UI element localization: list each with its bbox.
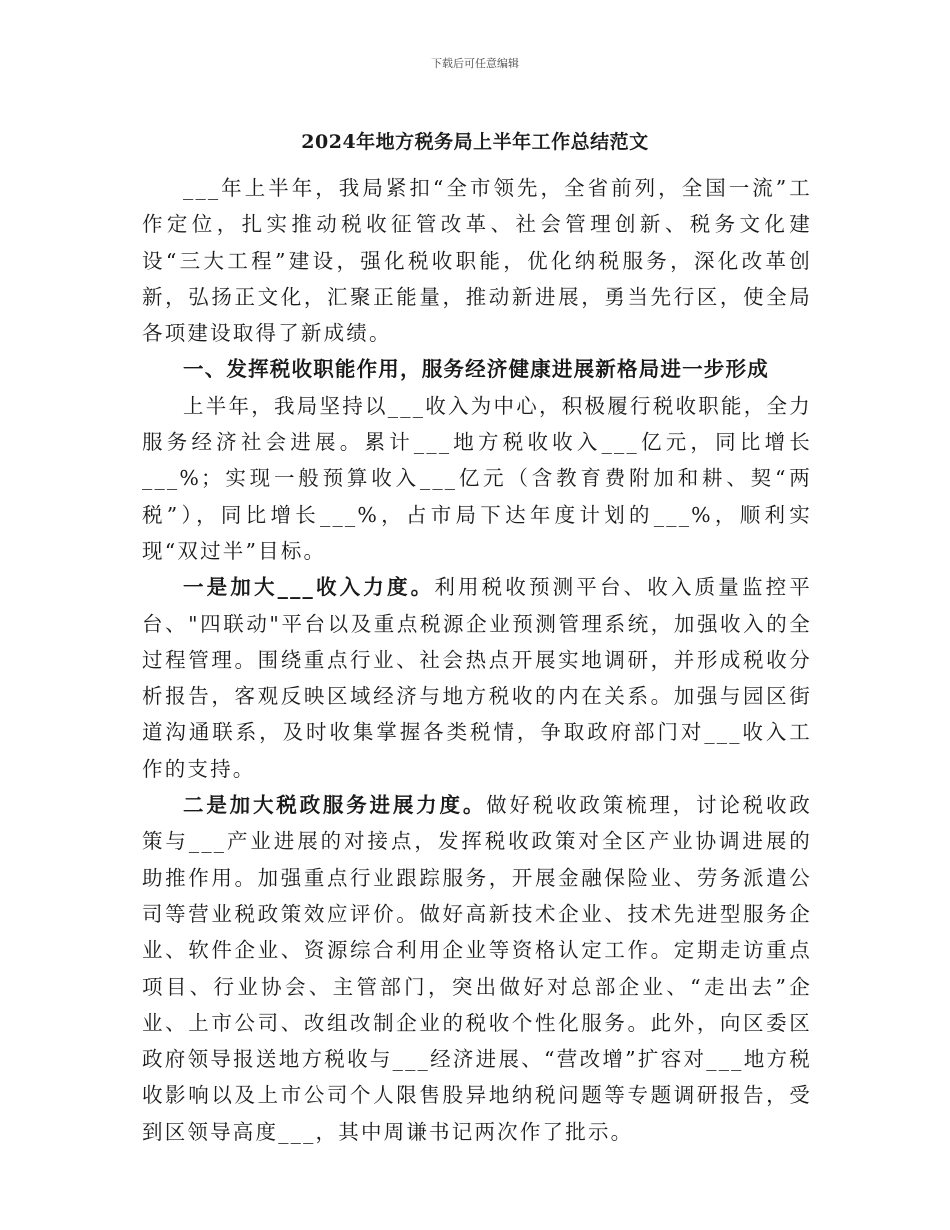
paragraph-lead-1: 一是加大___收入力度。 <box>183 575 435 600</box>
document-title: 2024年地方税务局上半年工作总结范文 <box>301 131 649 153</box>
header-note: 下载后可任意编辑 <box>431 57 519 70</box>
paragraph-lead-2: 二是加大税政服务进展力度。 <box>183 793 487 818</box>
body-paragraph-1: 上半年，我局坚持以___收入为中心，积极履行税收职能，全力服务经济社会进展。累计___地方税收收入___亿元，同比增长___%；实现一般预算收入___亿元（含教育费附加和耕、契“两税”），同比增长___%，占市局下达年度计划的___%，顺利实现“双过半”目标。 <box>142 393 812 563</box>
document-body <box>142 170 812 1150</box>
paragraph-text-1: 利用税收预测平台、收入质量监控平台、"四联动"平台以及重点税源企业预测管理系统，加强收入的全过程管理。围绕重点行业、社会热点开展实地调研，并形成税收分析报告，客观反映区域经济与地方税收的内在关系。加强与园区街道沟通联系，及时收集掌握各类税情，争取政府部门对___收入工作的支持。 <box>142 575 812 781</box>
intro-paragraph: ___年上半年，我局紧扣“全市领先，全省前列，全国一流”工作定位，扎实推动税收征管改革、社会管理创新、税务文化建设“三大工程”建设，强化税收职能，优化纳税服务，深化改革创新，弘扬正文化，汇聚正能量，推动新进展，勇当先行区，使全局各项建设取得了新成绩。 <box>142 176 812 346</box>
paragraph-text-2: 做好税收政策梳理，讨论税收政策与___产业进展的对接点，发挥税收政策对全区产业协调进展的助推作用。加强重点行业跟踪服务，开展金融保险业、劳务派遣公司等营业税政策效应评价。做好高新技术企业、技术先进型服务企业、软件企业、资源综合利用企业等资格认定工作。定期走访重点项目、行业协会、主管部门，突出做好对总部企业、“走出去”企业、上市公司、改组改制企业的税收个性化服务。此外，向区委区政府领导报送地方税收与___经济进展、“营改增”扩容对___地方税收影响以及上市公司个人限售股异地纳税问题等专题调研报告，受到区领导高度___，其中周谦书记两次作了批示。 <box>142 793 812 1144</box>
body-paragraph-3 <box>142 787 812 1150</box>
section-heading-1: 一、发挥税收职能作用，服务经济健康进展新格局进一步形成 <box>183 357 769 382</box>
body-paragraph-2 <box>142 569 812 787</box>
